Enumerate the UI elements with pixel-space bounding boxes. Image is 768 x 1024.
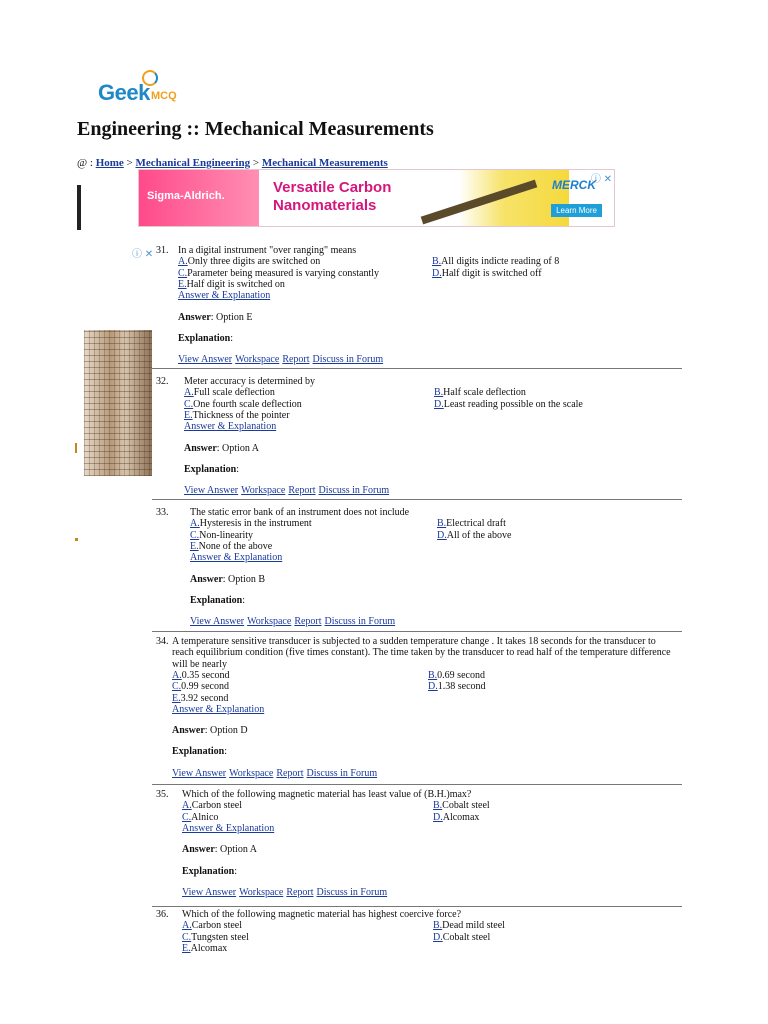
option-text: Electrical draft: [446, 518, 506, 530]
option-text: None of the above: [198, 540, 273, 552]
breadcrumb-separator: >: [126, 157, 133, 169]
option-text: Least reading possible on the scale: [443, 398, 583, 410]
explanation-colon: :: [224, 746, 228, 758]
option-text: Half scale deflection: [443, 387, 526, 399]
answer-option[interactable]: [428, 670, 485, 681]
option-key-link[interactable]: D.: [434, 398, 444, 410]
explanation-label: Explanation: [182, 865, 235, 877]
option-key-link[interactable]: B.: [437, 518, 447, 530]
answer-option[interactable]: [172, 681, 229, 692]
view-answer-link[interactable]: View Answer: [190, 616, 245, 628]
explanation-colon: :: [242, 594, 246, 606]
option-text: Carbon steel: [191, 800, 242, 812]
view-answer-link[interactable]: View Answer: [172, 767, 227, 779]
option-text: Only three digits are switched on: [187, 256, 321, 268]
question-divider: [152, 631, 682, 632]
explanation-label: Explanation: [190, 594, 243, 606]
answer-option[interactable]: [428, 681, 486, 692]
option-key-link[interactable]: E.: [184, 409, 193, 421]
workspace-link[interactable]: Workspace: [229, 767, 274, 779]
discuss-forum-link[interactable]: Discuss in Forum: [324, 616, 396, 628]
answer-option[interactable]: [178, 256, 320, 267]
question-number: 34.: [156, 636, 169, 647]
view-answer-link[interactable]: View Answer: [182, 886, 237, 898]
question-text: A temperature sensitive transducer is subjected to a sudden temperature change . It takes 18 seconds for the transducer to reach equilibrium condition (five times constant). The time taken by the transducer to read half of the temperature difference will be nearly: [172, 636, 671, 670]
ad-headline-line2: Nanomaterials: [273, 197, 377, 214]
page-title: Engineering :: Mechanical Measurements: [77, 118, 434, 140]
option-key-link[interactable]: D.: [432, 267, 442, 279]
side-marker: [75, 443, 77, 453]
option-key-link[interactable]: E.: [190, 540, 199, 552]
ad-brand-panel: [139, 170, 259, 226]
ad-close-icon[interactable]: ⓘ ✕: [590, 174, 612, 185]
answer-option[interactable]: [184, 410, 290, 421]
question-divider: [152, 368, 682, 369]
explanation-label: Explanation: [184, 463, 237, 475]
breadcrumb: [77, 157, 388, 169]
answer-option[interactable]: [182, 943, 227, 954]
answer-option[interactable]: [178, 279, 285, 290]
answer-option[interactable]: [184, 387, 275, 398]
question-actions: [172, 768, 380, 779]
option-key-link[interactable]: B.: [434, 387, 444, 399]
answer-value: : Option A: [216, 442, 260, 454]
answer-explanation-link[interactable]: Answer & Explanation: [182, 822, 275, 834]
explanation-line: [182, 866, 237, 877]
option-text: Full scale deflection: [193, 387, 275, 399]
option-key-link[interactable]: B.: [433, 920, 443, 932]
explanation-line: [172, 746, 227, 757]
answer-option[interactable]: [432, 268, 542, 279]
option-key-link[interactable]: B.: [428, 669, 438, 681]
discuss-forum-link[interactable]: Discuss in Forum: [318, 485, 390, 497]
option-text: Dead mild steel: [442, 920, 505, 932]
option-key-link[interactable]: D.: [433, 811, 443, 823]
answer-option[interactable]: [172, 693, 228, 704]
option-key-link[interactable]: A.: [184, 387, 194, 399]
answer-option[interactable]: [190, 530, 253, 541]
option-text: Hysteresis in the instrument: [199, 518, 312, 530]
answer-explanation-link[interactable]: Answer & Explanation: [190, 552, 283, 564]
geekmcq-logo[interactable]: [98, 68, 188, 108]
option-text: Parameter being measured is varying constantly: [187, 267, 380, 279]
option-key-link[interactable]: D.: [437, 529, 447, 541]
answer-option[interactable]: [184, 399, 302, 410]
answer-option[interactable]: [190, 541, 272, 552]
option-key-link[interactable]: B.: [432, 256, 442, 268]
explanation-colon: :: [234, 865, 238, 877]
answer-label: Answer: [182, 844, 215, 856]
option-text: Carbon steel: [191, 920, 242, 932]
question-text: In a digital instrument "over ranging" means: [178, 245, 357, 256]
question-actions: [178, 354, 386, 365]
option-key-link[interactable]: C.: [190, 529, 200, 541]
breadcrumb-prefix: @ :: [77, 157, 93, 169]
explanation-colon: :: [230, 332, 234, 344]
option-text: Cobalt steel: [442, 931, 491, 943]
option-key-link[interactable]: A.: [172, 669, 182, 681]
answer-option[interactable]: [434, 387, 526, 398]
ad-headline: [273, 179, 391, 215]
workspace-link[interactable]: Workspace: [239, 886, 284, 898]
option-key-link[interactable]: A.: [178, 256, 188, 268]
explanation-line: [178, 333, 233, 344]
question-text: Which of the following magnetic material has highest coercive force?: [182, 909, 462, 920]
question-divider: [152, 784, 682, 785]
answer-line: [184, 443, 259, 454]
report-link[interactable]: Report: [294, 616, 322, 628]
option-text: Alnico: [191, 811, 219, 823]
answer-option[interactable]: [432, 256, 559, 267]
answer-line: [182, 844, 257, 855]
discuss-forum-link[interactable]: Discuss in Forum: [316, 886, 388, 898]
question-text: Meter accuracy is determined by: [184, 376, 316, 387]
option-key-link[interactable]: C.: [184, 398, 194, 410]
answer-explanation-link[interactable]: Answer & Explanation: [178, 290, 271, 302]
explanation-line: [184, 464, 239, 475]
side-ad-building-image[interactable]: [84, 330, 152, 476]
answer-option[interactable]: [433, 812, 479, 823]
answer-label: Answer: [178, 311, 211, 323]
report-link[interactable]: Report: [276, 767, 304, 779]
answer-label: Answer: [184, 442, 217, 454]
answer-option[interactable]: [437, 530, 511, 541]
question-number: 31.: [156, 245, 169, 256]
logo-geek-text: Geek: [98, 80, 150, 105]
answer-value: : Option D: [204, 725, 248, 737]
option-key-link[interactable]: E.: [172, 692, 181, 704]
workspace-link[interactable]: Workspace: [235, 354, 280, 366]
report-link[interactable]: Report: [286, 886, 314, 898]
option-text: 3.92 second: [180, 692, 229, 704]
breadcrumb-separator: >: [252, 157, 260, 169]
answer-option[interactable]: [182, 932, 249, 943]
answer-option[interactable]: [182, 800, 242, 811]
question-text: Which of the following magnetic material has least value of (B.H.)max?: [182, 789, 472, 800]
answer-explanation-link[interactable]: Answer & Explanation: [184, 421, 277, 433]
view-answer-link[interactable]: View Answer: [184, 485, 239, 497]
answer-option[interactable]: [182, 920, 242, 931]
logo-mcq-text: MCQ: [151, 90, 177, 102]
option-key-link[interactable]: D.: [428, 681, 438, 693]
answer-value: : Option A: [214, 844, 258, 856]
answer-explanation-link[interactable]: Answer & Explanation: [172, 703, 265, 715]
option-key-link[interactable]: C.: [178, 267, 188, 279]
ad-learn-more-button[interactable]: Learn More: [551, 204, 602, 217]
answer-line: [190, 574, 265, 585]
option-text: Alcomax: [190, 942, 228, 954]
answer-option[interactable]: [437, 518, 506, 529]
breadcrumb-category-link[interactable]: Mechanical Engineering: [135, 157, 251, 169]
option-text: Non-linearity: [199, 529, 254, 541]
explanation-line: [190, 595, 245, 606]
ad-brand: Sigma-Aldrich.: [147, 190, 225, 202]
report-link[interactable]: Report: [288, 485, 316, 497]
option-text: All of the above: [446, 529, 512, 541]
option-text: All digits indicte reading of 8: [441, 256, 560, 268]
option-text: Cobalt steel: [442, 800, 490, 812]
question-actions: [190, 616, 398, 627]
option-text: 1.38 second: [437, 681, 486, 693]
discuss-forum-link[interactable]: Discuss in Forum: [306, 767, 378, 779]
explanation-label: Explanation: [172, 746, 225, 758]
option-text: Thickness of the pointer: [192, 409, 290, 421]
option-text: Half digit is switched off: [441, 267, 542, 279]
option-key-link[interactable]: E.: [182, 942, 191, 954]
discuss-forum-link[interactable]: Discuss in Forum: [312, 354, 384, 366]
option-key-link[interactable]: A.: [182, 920, 192, 932]
banner-ad[interactable]: [138, 169, 615, 227]
workspace-link[interactable]: Workspace: [247, 616, 292, 628]
left-edge-bar: [77, 185, 81, 230]
question-text: The static error bank of an instrument does not include: [190, 507, 410, 518]
answer-value: : Option E: [210, 311, 253, 323]
option-text: 0.69 second: [437, 669, 485, 681]
side-marker: [75, 538, 78, 541]
question-actions: [182, 887, 390, 898]
ad-choices-close-icon[interactable]: ⓘ ✕: [132, 249, 154, 260]
option-key-link[interactable]: D.: [433, 931, 443, 943]
question-divider: [152, 499, 682, 500]
option-key-link[interactable]: C.: [182, 811, 192, 823]
option-key-link[interactable]: B.: [433, 800, 443, 812]
question-number: 36.: [156, 909, 169, 920]
option-text: Alcomax: [442, 811, 480, 823]
explanation-label: Explanation: [178, 332, 231, 344]
answer-label: Answer: [190, 573, 223, 585]
option-text: Half digit is switched on: [186, 278, 285, 290]
question-divider: [152, 906, 682, 907]
report-link[interactable]: Report: [282, 354, 310, 366]
question-number: 35.: [156, 789, 169, 800]
answer-option[interactable]: [433, 932, 490, 943]
ad-headline-line1: Versatile Carbon: [273, 179, 392, 196]
ad-merck-logo: MERCK: [552, 178, 596, 192]
option-text: One fourth scale deflection: [193, 398, 302, 410]
option-text: 0.35 second: [181, 669, 230, 681]
breadcrumb-home-link[interactable]: Home: [95, 157, 124, 169]
explanation-colon: :: [236, 463, 240, 475]
option-key-link[interactable]: C.: [172, 681, 182, 693]
option-key-link[interactable]: A.: [182, 800, 192, 812]
answer-option[interactable]: [190, 518, 312, 529]
question-number: 33.: [156, 507, 169, 518]
question-actions: [184, 485, 392, 496]
option-text: 0.99 second: [181, 681, 229, 693]
answer-label: Answer: [172, 725, 205, 737]
breadcrumb-subcategory-link[interactable]: Mechanical Measurements: [261, 157, 388, 169]
option-text: Tungsten steel: [191, 931, 249, 943]
view-answer-link[interactable]: View Answer: [178, 354, 233, 366]
answer-option[interactable]: [172, 670, 230, 681]
workspace-link[interactable]: Workspace: [241, 485, 286, 497]
answer-option[interactable]: [178, 268, 379, 279]
answer-line: [172, 725, 248, 736]
answer-value: : Option B: [222, 573, 266, 585]
answer-option[interactable]: [433, 800, 490, 811]
answer-option[interactable]: [433, 920, 505, 931]
option-key-link[interactable]: C.: [182, 931, 192, 943]
option-key-link[interactable]: A.: [190, 518, 200, 530]
answer-option[interactable]: [434, 399, 583, 410]
question-number: 32.: [156, 376, 169, 387]
option-key-link[interactable]: E.: [178, 278, 187, 290]
answer-line: [178, 312, 252, 323]
answer-option[interactable]: [182, 812, 218, 823]
